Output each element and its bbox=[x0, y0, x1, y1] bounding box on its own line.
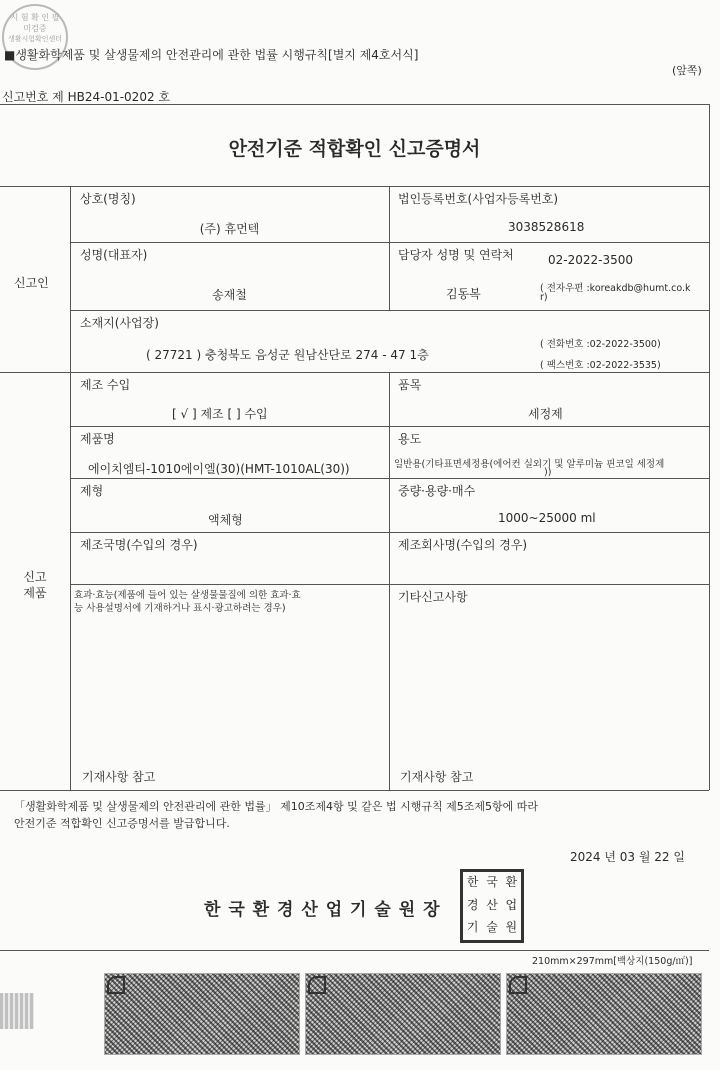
seal-char: 경 bbox=[466, 897, 479, 912]
contact-name: 김동복 bbox=[446, 287, 481, 301]
rule-top bbox=[0, 104, 709, 105]
product-section-label-1: 신고 bbox=[23, 570, 47, 584]
seal-char: 원 bbox=[505, 920, 518, 935]
regulation-text: ■생활화학제품 및 살생물제의 안전관리에 관한 법률 시행규칙[별지 제4호서식] bbox=[4, 48, 419, 62]
rep-value: 송재철 bbox=[212, 288, 247, 302]
item-value: 세정제 bbox=[528, 407, 563, 421]
verification-code-1 bbox=[104, 973, 300, 1055]
item-label: 품목 bbox=[398, 378, 422, 392]
verification-code-3 bbox=[506, 973, 702, 1055]
address-label: 소재지(사업장) bbox=[80, 316, 159, 330]
product-name-label: 제품명 bbox=[80, 432, 115, 446]
biz-no-value: 3038528618 bbox=[508, 220, 585, 234]
fax-number: ( 팩스번호 :02-2022-3535) bbox=[540, 360, 661, 371]
rule-section-split bbox=[0, 372, 709, 373]
contact-email-line1: ( 전자우편 :koreakdb@humt.co.k bbox=[540, 283, 691, 294]
company-value: (주) 휴먼텍 bbox=[199, 222, 260, 236]
use-label: 용도 bbox=[398, 432, 422, 446]
volume-value: 1000~25000 ml bbox=[498, 511, 596, 525]
rule-title-bottom bbox=[0, 186, 709, 187]
rule-row-6 bbox=[70, 584, 709, 585]
seal-char: 업 bbox=[505, 897, 518, 912]
rule-mid-col-2 bbox=[389, 372, 390, 790]
use-value-line1: 일반용(기타표면세정용(에어컨 실외기 및 알루미늄 핀코일 세정제 bbox=[394, 459, 665, 470]
stamp-text-1: 시 험 확 인 필 bbox=[10, 13, 60, 22]
effect-label-line1: 효과·효능(제품에 들어 있는 살생물물질에 의한 효과·효 bbox=[74, 590, 301, 601]
seal-char: 기 bbox=[466, 920, 479, 935]
rule-footer bbox=[0, 950, 709, 951]
address-value: ( 27721 ) 충청북도 음성군 원남산단로 274 - 47 1층 bbox=[146, 348, 429, 362]
official-seal bbox=[460, 869, 524, 943]
contact-phone: 02-2022-3500 bbox=[548, 253, 634, 267]
form-label: 제형 bbox=[80, 484, 104, 498]
code-corner-icon bbox=[308, 976, 326, 994]
seal-char: 한 bbox=[466, 875, 479, 889]
effect-note: 기재사항 참고 bbox=[82, 770, 156, 784]
security-pattern bbox=[0, 993, 34, 1029]
page-side: (앞쪽) bbox=[672, 64, 702, 77]
seal-char: 환 bbox=[505, 875, 518, 889]
company-label: 상호(명칭) bbox=[80, 192, 136, 206]
use-value-line2: )) bbox=[544, 467, 552, 478]
rep-label: 성명(대표자) bbox=[80, 248, 148, 262]
effect-label-line2: 능 사용설명서에 기재하거나 표시·광고하려는 경우) bbox=[74, 603, 286, 614]
stamp-text-2: 미검증 bbox=[23, 24, 47, 33]
volume-label: 중량·용량·매수 bbox=[398, 484, 476, 498]
code-corner-icon bbox=[509, 976, 527, 994]
mfg-value: [ √ ] 제조 [ ] 수입 bbox=[172, 407, 268, 421]
other-label: 기타신고사항 bbox=[398, 590, 468, 604]
stamp-text-3: 생활시험확인센터 bbox=[7, 35, 63, 43]
maker-label: 제조회사명(수입의 경우) bbox=[398, 538, 528, 552]
biz-no-label: 법인등록번호(사업자등록번호) bbox=[398, 192, 559, 206]
country-label: 제조국명(수입의 경우) bbox=[80, 538, 198, 552]
applicant-section-label: 신고인 bbox=[14, 276, 49, 290]
product-name-value: 에이치엠티-1010에이엘(30)(HMT-1010AL(30)) bbox=[88, 462, 350, 476]
contact-email-line2: r) bbox=[540, 292, 548, 303]
contact-label: 담당자 성명 및 연락처 bbox=[398, 248, 514, 262]
statement-line2: 안전기준 적합확인 신고증명서를 발급합니다. bbox=[14, 817, 230, 830]
verification-code-2 bbox=[305, 973, 501, 1055]
document-title: 안전기준 적합확인 신고증명서 bbox=[228, 138, 481, 160]
rule-right bbox=[709, 104, 710, 790]
paper-spec: 210mm×297mm[백상지(150g/㎡)] bbox=[532, 956, 693, 967]
code-corner-icon bbox=[107, 976, 125, 994]
seal-char: 산 bbox=[486, 897, 498, 912]
rule-row-2 bbox=[70, 310, 709, 311]
tel-number: ( 전화번호 :02-2022-3500) bbox=[540, 339, 661, 350]
report-number: 신고번호 제 HB24-01-0202 호 bbox=[2, 90, 170, 104]
rule-row-3 bbox=[70, 426, 709, 427]
rule-section-col bbox=[70, 186, 71, 790]
rule-row-5 bbox=[70, 532, 709, 533]
rule-row-4 bbox=[70, 478, 709, 479]
issuer-name: 한 국 환 경 산 업 기 술 원 장 bbox=[204, 900, 441, 920]
rule-bottom bbox=[0, 790, 709, 791]
seal-char: 술 bbox=[486, 920, 498, 935]
issue-date: 2024 년 03 월 22 일 bbox=[570, 850, 685, 864]
form-value: 액체형 bbox=[208, 513, 243, 527]
other-note: 기재사항 참고 bbox=[400, 770, 474, 784]
seal-char: 국 bbox=[486, 875, 498, 889]
rule-row-1 bbox=[70, 242, 709, 243]
mfg-label: 제조 수입 bbox=[80, 378, 131, 392]
rule-mid-col-1 bbox=[389, 186, 390, 310]
statement-line1: 「생활화학제품 및 살생물제의 안전관리에 관한 법률」 제10조제4항 및 같은 법 시행규칙 제5조제5항에 따라 bbox=[14, 800, 538, 813]
product-section-label-2: 제품 bbox=[23, 586, 47, 600]
